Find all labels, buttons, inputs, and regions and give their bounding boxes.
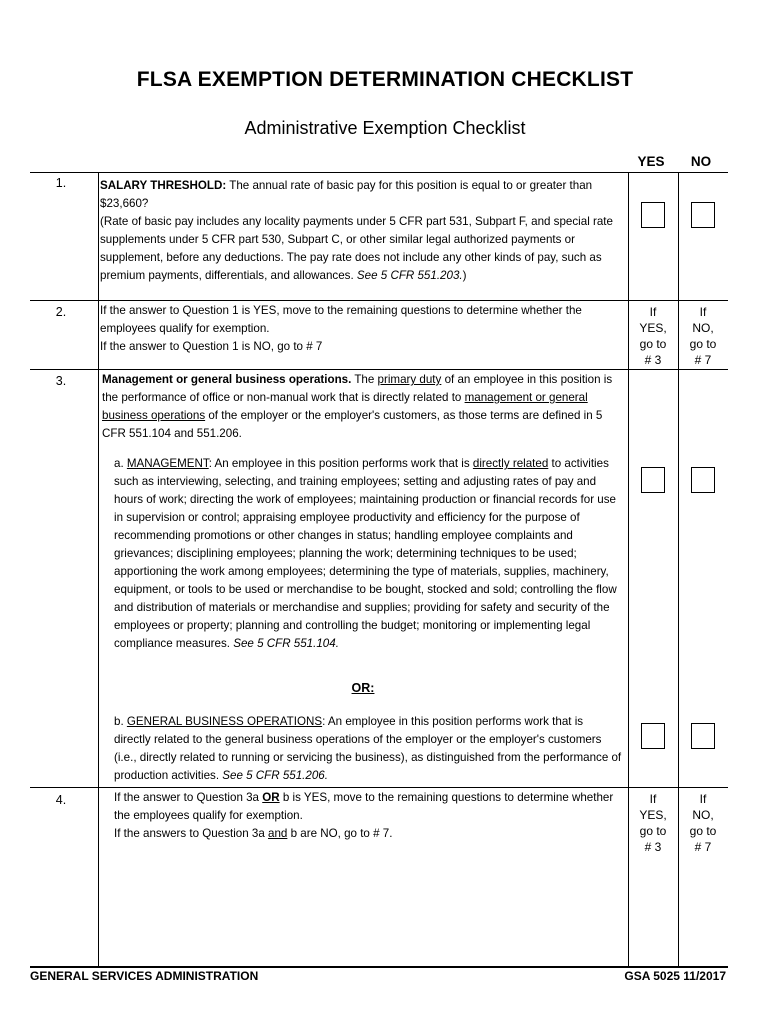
footer-agency: GENERAL SERVICES ADMINISTRATION xyxy=(30,969,259,983)
q3b-yes-checkbox[interactable] xyxy=(641,723,665,749)
question-3b-general-business: b. GENERAL BUSINESS OPERATIONS: An employee in this position performs work that is directly related to the general business operations of the employer or the employer's customers (i.e., directly related to running or servicing the business), as distinguished from the performance of production activities. See 5 CFR 551.206. xyxy=(114,715,622,782)
form-subtitle: Administrative Exemption Checklist xyxy=(244,118,526,138)
question-4-number: 4. xyxy=(55,793,67,807)
yes-column-header: YES xyxy=(637,154,665,169)
question-3-intro: Management or general business operations. The primary duty of an employee in this position is the performance of office or non-manual work that is directly related to management or general business operations of the employer or the employer's customers, as those terms are defined in 5 CFR 551.104 and 551.206. xyxy=(102,373,613,440)
q1-no-checkbox[interactable] xyxy=(691,202,715,228)
q3a-no-checkbox[interactable] xyxy=(691,467,715,493)
q3a-yes-checkbox[interactable] xyxy=(641,467,665,493)
or-separator: OR: xyxy=(351,681,375,695)
question-1-heading: SALARY THRESHOLD: xyxy=(100,179,227,192)
q1-yes-checkbox[interactable] xyxy=(641,202,665,228)
question-4-text: If the answer to Question 3a OR b is YES, move to the remaining questions to determine whether the employees qualify for exemption. If the answers to Question 3a and b are NO, go to # 7. xyxy=(114,791,614,840)
question-2-text: If the answer to Question 1 is YES, move to the remaining questions to determine whether the employees qualify for exemption. If the answer to Question 1 is NO, go to # 7 xyxy=(100,304,582,353)
q2-no-goto: If NO, go to # 7 xyxy=(689,305,717,367)
question-1-text: SALARY THRESHOLD: The annual rate of basic pay for this position is equal to or greater than $23,660? (Rate of basic pay includes any locality payments under 5 CFR part 531, Subpart F, and special rate supplements under 5 CFR part 530, Subpart C, or other similar legal authorized payments or supplement, before any deductions. The pay rate does not include any other kinds of pay, such as premium payments, differentials, and allowances. See 5 CFR 551.203.) xyxy=(100,179,613,282)
question-2-number: 2. xyxy=(55,305,67,319)
question-3a-management: a. MANAGEMENT: An employee in this position performs work that is directly related to activities such as interviewing, selecting, and training employees; setting and adjusting rates of pay and hours of work; directing the work of employees; maintaining production or financial records for use in supervision or control; appraising employee productivity and efficiency for the purpose of recommending promotions or other changes in status; handling employee complaints and grievances; disciplining employees; planning the work; determining techniques to be used; apportioning the work among employees; determining the type of materials, supplies, machinery, equipment, or tools to be used or merchandise to be bought, stocked and sold; controlling the flow and distribution of materials or merchandise and supplies; providing for safety and security of the employees or property; planning and controlling the budget; monitoring or implementing legal compliance measures. See 5 CFR 551.104. xyxy=(114,457,617,650)
q2-yes-goto: If YES, go to # 3 xyxy=(639,305,667,367)
q3b-no-checkbox[interactable] xyxy=(691,723,715,749)
no-column-header: NO xyxy=(690,154,712,169)
q4-no-goto: If NO, go to # 7 xyxy=(689,792,717,854)
question-3-number: 3. xyxy=(55,374,67,388)
footer-form-number: GSA 5025 11/2017 xyxy=(624,969,726,983)
q4-yes-goto: If YES, go to # 3 xyxy=(639,792,667,854)
question-1-number: 1. xyxy=(55,176,67,190)
form-title: FLSA EXEMPTION DETERMINATION CHECKLIST xyxy=(136,68,634,91)
